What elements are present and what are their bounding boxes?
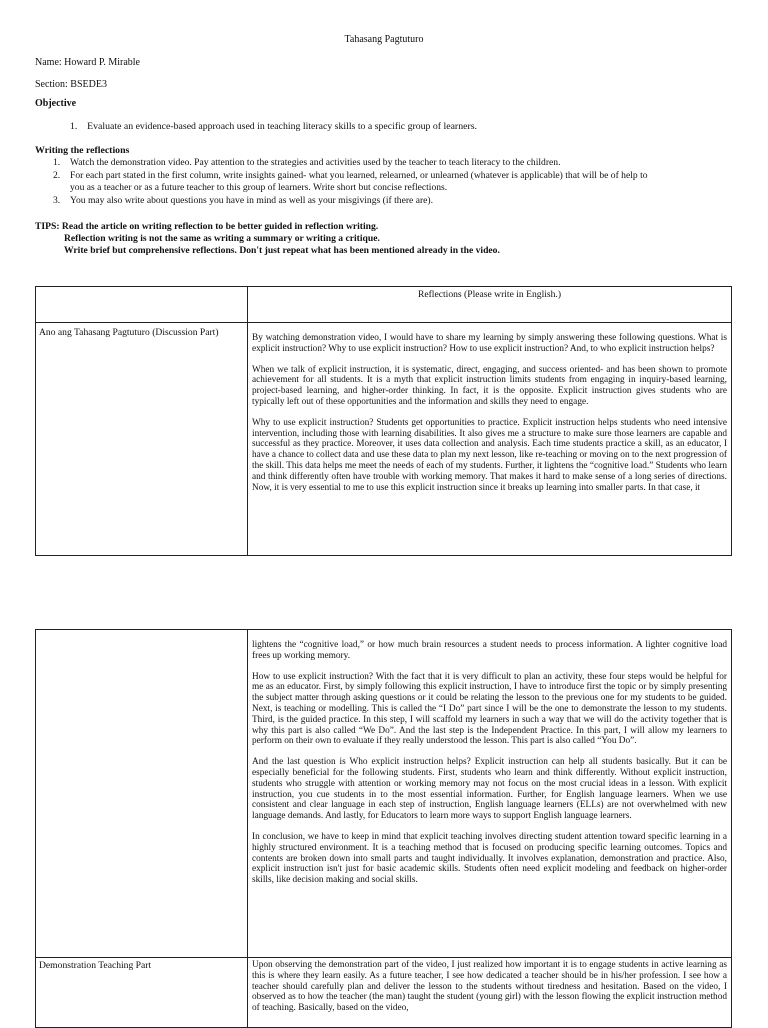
- reflection-cell-continued: [248, 630, 732, 958]
- tips-line: Write brief but comprehensive reflections. Don't just repeat what has been mentioned already in the video.: [64, 245, 500, 256]
- writing-item-text: For each part stated in the first column, write insights gained- what you learned, relearned, or unlearned (whatever is applicable) that will be of help to: [70, 170, 648, 181]
- reflection-paragraph: When we talk of explicit instruction, it is systematic, direct, engaging, and success oriented- and has been shown to promote achievement for all students. It is a myth that explicit instruction limits students from engaging in inquiry-based learning, project-based learning, and higher-order thinking. In fact, it is the opposite. Explicit instruction gives students who are typically left out of these opportunities and the information and skills they need to engage.: [252, 364, 727, 407]
- objective-item-number: 1.: [70, 121, 78, 132]
- reflection-paragraph: By watching demonstration video, I would have to share my learning by simply answering these following questions. What is explicit instruction? Why to use explicit instruction? How to use explicit instruction? And, to who explicit instruction helps?: [252, 333, 727, 354]
- student-section: Section: BSEDE3: [35, 79, 107, 90]
- row-label-continued: [36, 630, 248, 958]
- reflection-paragraph: lightens the “cognitive load,” or how much brain resources a student needs to process information. A lighter cognitive load frees up working memory.: [252, 640, 727, 661]
- table-header-reflections: Reflections (Please write in English.): [248, 287, 732, 323]
- reflection-paragraph: And the last question is Who explicit instruction helps? Explicit instruction can help all students basically. But it can be especially beneficial for the following students. First, students who learn and think differently. Without explicit instruction, students who struggle with attention or working memory may not focus on the most crucial ideas in a lesson. With explicit instruction, you cue students in to the most essential information. Further, for English language learners. When we use consistent and clear language in each step of instruction, English language learners (ELLs) are not overwhelmed with new language demands. And lastly, for Educators to learn more ways to support English language learners.: [252, 757, 727, 822]
- row-label-demonstration: Demonstration Teaching Part: [36, 958, 248, 1028]
- writing-item-number: 2.: [53, 170, 61, 181]
- reflection-paragraph: How to use explicit instruction? With the fact that it is very difficult to plan an activity, these four steps would be helpful for me as an educator. First, by simply following this explicit instruction, I have to introduce first the topic or by simply presenting the subject matter through asking questions or it could be relating the lesson to the previous one for my students to be guided. Next, is teaching or modelling. This is called the “I Do” part since I will be the one to demonstrate the lesson to my students. Third, is the guided practice. In this step, I will scaffold my learners in such a way that we will do the activity together that is why this part is also called “We Do”. And the last step is the Independent Practice. In this part, I will allow my learners to perform on their own to evaluate if they really understood the lesson. This part is also called “You Do”.: [252, 671, 727, 747]
- writing-item-number: 3.: [53, 195, 61, 206]
- table-header-empty: [36, 287, 248, 323]
- reflection-paragraph: Upon observing the demonstration part of the video, I just realized how important it is to engage students in active learning as this is where they learn easily. As a future teacher, I see how dedicated a teacher should be in his/her profession. I see how a teacher should carefully plan and deliver the lesson to the students without tiredness and hesitation. Based on the video, I observed as to how the teacher (the man) taught the student (young girl) with the lesson flowing the explicit instruction method of teaching. Basically, based on the video,: [252, 960, 727, 1014]
- objective-heading: Objective: [35, 98, 77, 109]
- reflection-cell-discussion: [248, 323, 732, 556]
- writing-heading: Writing the reflections: [35, 145, 130, 156]
- reflection-table-page1: [35, 286, 732, 556]
- writing-item-number: 1.: [53, 157, 61, 168]
- objective-item-text: Evaluate an evidence-based approach used in teaching literacy skills to a specific group of learners.: [87, 121, 477, 132]
- tips-line: Reflection writing is not the same as writing a summary or writing a critique.: [64, 233, 380, 244]
- reflection-paragraph: Why to use explicit instruction? Students get opportunities to practice. Explicit instruction helps students who need intensive intervention, including those with learning disabilities. It also gives me a structure to make sure those learners are capable and successful as they practice. Moreover, it uses data collection and analysis. Each time students practice a skill, as an educator, I have a chance to collect data and use these data to plan my next lesson, like re-teaching or moving on to the next progression of the skill. This data helps me meet the needs of each of my students. Further, it lightens the “cognitive load.” Students who learn and think differently often have trouble with working memory. That makes it hard to make sense of a long series of directions. Now, it is very essential to me to use this explicit instruction since it breaks up learning into smaller parts. In that case, it: [252, 417, 727, 493]
- reflection-paragraph: In conclusion, we have to keep in mind that explicit teaching involves directing student attention toward specific learning in a highly structured environment. It is a teaching method that is focused on producing specific learning outcomes. Topics and contents are broken down into small parts and taught individually. It involves explanation, demonstration and practice. Also, explicit instruction isn't just for basic academic skills. Students often need explicit modeling and feedback on higher-order skills, like decision making and social skills.: [252, 831, 727, 886]
- student-name: Name: Howard P. Mirable: [35, 57, 140, 68]
- tips-line: TIPS: Read the article on writing reflection to be better guided in reflection writing.: [35, 221, 379, 232]
- reflection-cell-demonstration: [248, 958, 732, 1028]
- writing-item-text: You may also write about questions you have in mind as well as your misgivings (if there are).: [70, 195, 433, 206]
- document-title: Tahasang Pagtuturo: [344, 34, 424, 45]
- writing-item-text: Watch the demonstration video. Pay attention to the strategies and activities used by the teacher to teach literacy to the children.: [70, 157, 561, 168]
- reflection-table-page2: [35, 629, 732, 1028]
- objective-item: [70, 121, 477, 133]
- row-label-discussion: Ano ang Tahasang Pagtuturo (Discussion Part): [36, 323, 248, 556]
- writing-item-text: you as a teacher or as a future teacher to this group of learners. Write short but concise reflections.: [70, 182, 448, 193]
